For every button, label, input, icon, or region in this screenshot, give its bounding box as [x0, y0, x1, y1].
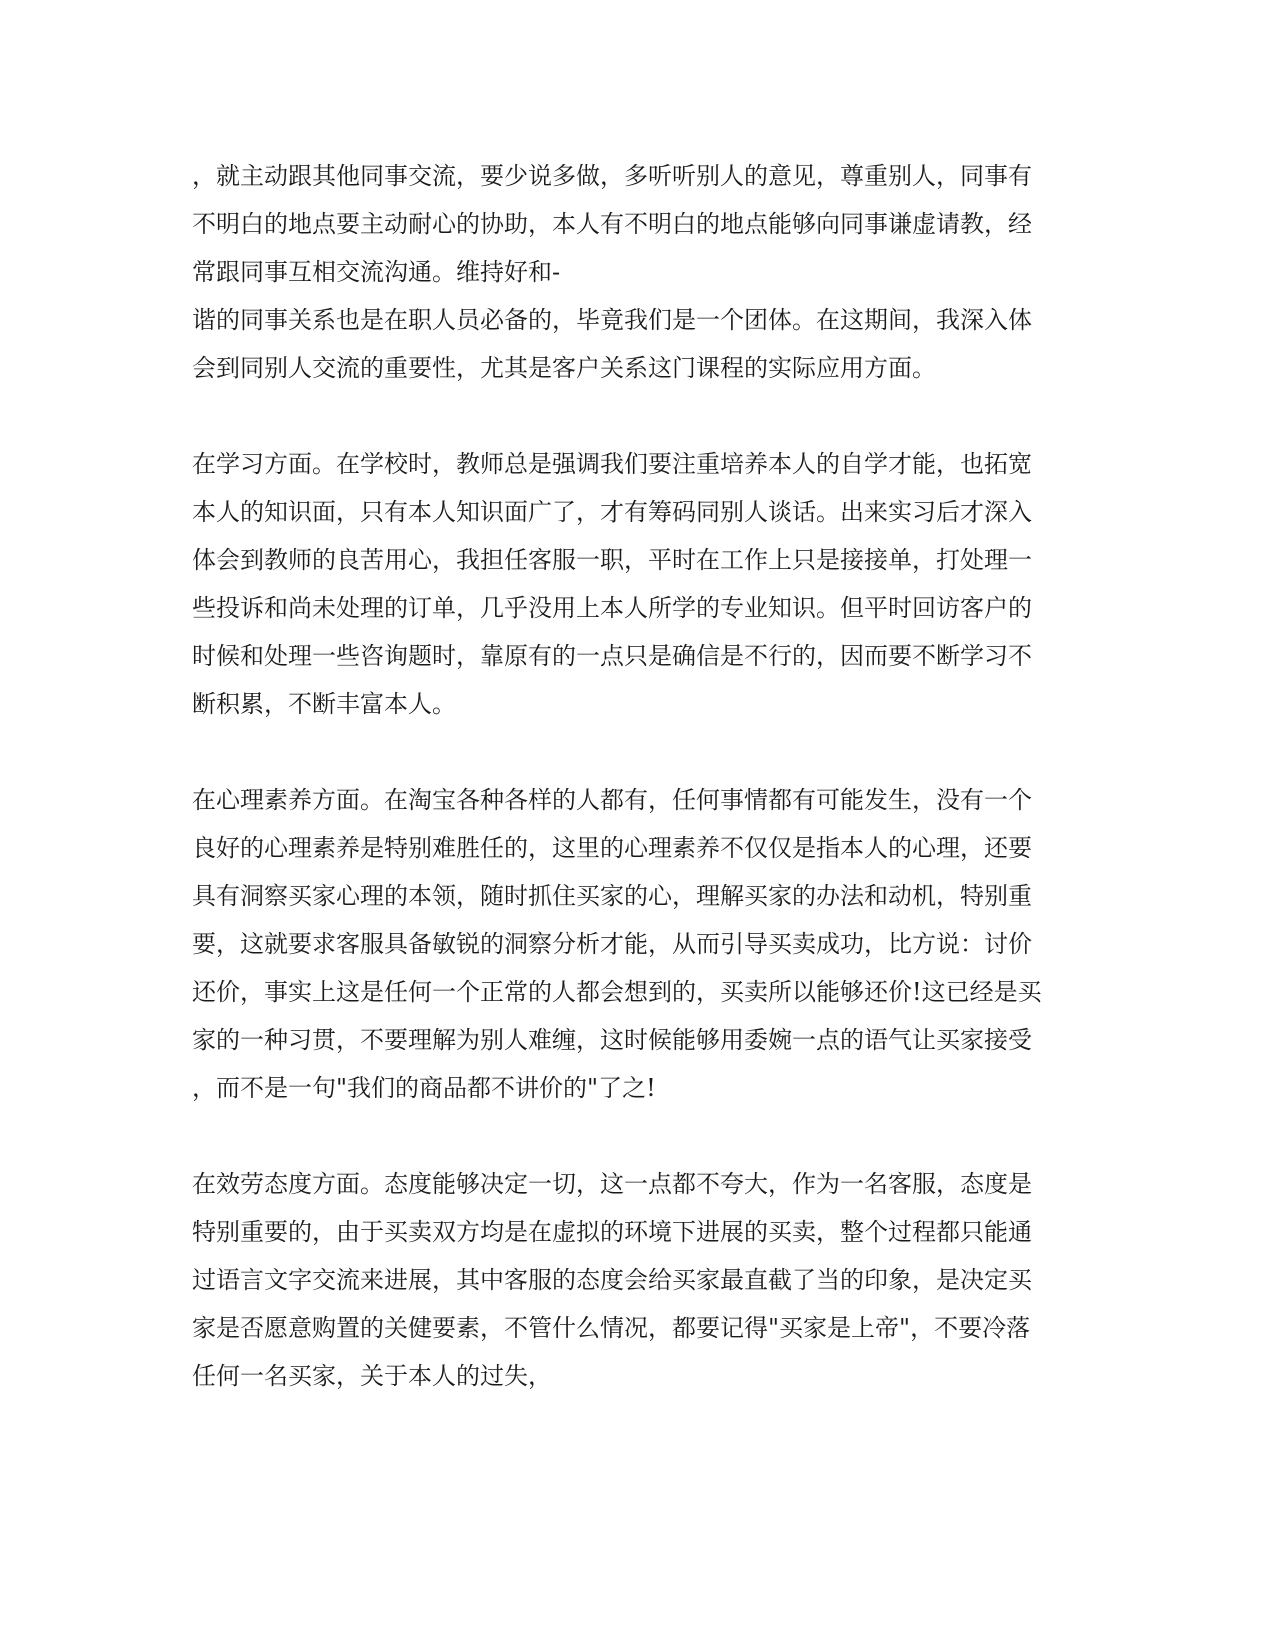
text-line: 在效劳态度方面。态度能够决定一切，这一点都不夸大，作为一名客服，态度是: [192, 1170, 1032, 1198]
text-line: 断积累，不断丰富本人。: [192, 690, 456, 718]
paragraph-colleague-relations: [192, 152, 1092, 392]
text-line: 家是否愿意购置的关健要素，不管什么情况，都要记得"买家是上帝"，不要冷落: [192, 1314, 1031, 1342]
text-line: 还价，事实上这是任何一个正常的人都会想到的，买卖所以能够还价!这已经是买: [192, 978, 1042, 1006]
text-line: 谐的同事关系也是在职人员必备的，毕竟我们是一个团体。在这期间，我深入体: [192, 306, 1032, 334]
text-line: 在学习方面。在学校时，教师总是强调我们要注重培养本人的自学才能，也拓宽: [192, 450, 1032, 478]
text-line: 要，这就要求客服具备敏锐的洞察分析才能，从而引导买卖成功，比方说：讨价: [192, 930, 1032, 958]
paragraph-service-attitude: [192, 1160, 1092, 1400]
text-line: ，而不是一句"我们的商品都不讲价的"了之!: [192, 1074, 656, 1102]
text-line: 良好的心理素养是特别难胜任的，这里的心理素养不仅仅是指本人的心理，还要: [192, 834, 1032, 862]
text-line: 特别重要的，由于买卖双方均是在虚拟的环境下进展的买卖，整个过程都只能通: [192, 1218, 1032, 1246]
paragraph-psychology: [192, 776, 1092, 1112]
text-line: 些投诉和尚未处理的订单，几乎没用上本人所学的专业知识。但平时回访客户的: [192, 594, 1032, 622]
text-line: 在心理素养方面。在淘宝各种各样的人都有，任何事情都有可能发生，没有一个: [192, 786, 1032, 814]
text-line: 会到同别人交流的重要性，尤其是客户关系这门课程的实际应用方面。: [192, 354, 936, 382]
text-line: 时候和处理一些咨询题时，靠原有的一点只是确信是不行的，因而要不断学习不: [192, 642, 1032, 670]
text-line: ，就主动跟其他同事交流，要少说多做，多听听别人的意见，尊重别人，同事有: [192, 162, 1032, 190]
text-line: 不明白的地点要主动耐心的协助，本人有不明白的地点能够向同事谦虚请教，经: [192, 210, 1032, 238]
text-line: 任何一名买家，关于本人的过失，: [192, 1362, 552, 1390]
text-line: 家的一种习贯，不要理解为别人难缠，这时候能够用委婉一点的语气让买家接受: [192, 1026, 1032, 1054]
text-line: 体会到教师的良苦用心，我担任客服一职，平时在工作上只是接接单，打处理一: [192, 546, 1032, 574]
text-line: 具有洞察买家心理的本领，随时抓住买家的心，理解买家的办法和动机，特别重: [192, 882, 1032, 910]
text-line: 本人的知识面，只有本人知识面广了，才有筹码同别人谈话。出来实习后才深入: [192, 498, 1032, 526]
paragraph-study: [192, 440, 1092, 728]
text-line: 过语言文字交流来进展，其中客服的态度会给买家最直截了当的印象，是决定买: [192, 1266, 1032, 1294]
text-line: 常跟同事互相交流沟通。维持好和-: [192, 258, 561, 286]
